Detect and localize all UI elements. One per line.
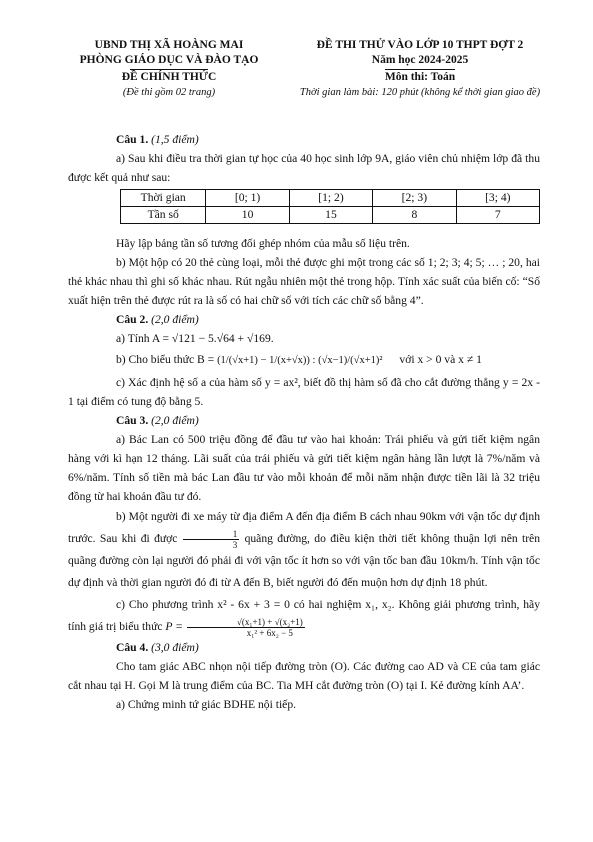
time-allowed: Thời gian làm bài: 120 phút (không kể thời gian giao đề) <box>299 87 541 98</box>
q3-b-text-part1: b) Một người đi xe máy từ địa điểm A đến địa điểm B cách nhau 90km với vận tốc dự định trước. Sau khi đi được <box>68 510 540 545</box>
page-count-note: (Đề thi gồm 02 trang) <box>122 87 216 98</box>
q4-heading: Câu 4. (3,0 điểm) <box>116 641 199 654</box>
q3-c-lhs: P = <box>165 620 186 633</box>
exam-title: ĐỀ THI THỬ VÀO LỚP 10 THPT ĐỢT 2 <box>316 39 524 51</box>
q3-c <box>68 594 540 638</box>
q3-c-text: c) Cho phương trình x² - 6x + 3 = 0 có hai nghiệm x₁, x₂. Không giải phương trình, hãy tính giá trị biểu thức <box>68 598 540 633</box>
subject: Môn thi: Toán <box>384 71 456 83</box>
q2-b-expression: (1/(√x+1) − 1/(x+√x)) : (√x−1)/(√x+1)² <box>217 355 383 366</box>
interval-cell: [3; 4) <box>456 190 539 207</box>
interval-cell: [2; 3) <box>373 190 456 207</box>
table-row <box>121 190 540 207</box>
interval-cell: [1; 2) <box>289 190 372 207</box>
q2-b <box>92 348 540 373</box>
table-header-cell: Tần số <box>121 207 206 224</box>
q1-a-text: a) Sau khi điều tra thời gian tự học của 40 học sinh lớp 9A, giáo viên chủ nhiệm lớp đã thu được kết quả như sau: <box>68 152 540 184</box>
interval-cell: [0; 1) <box>206 190 289 207</box>
frequency-cell: 8 <box>373 207 456 224</box>
q2-a-expression: √121 − 5.√64 + √169. <box>171 332 274 345</box>
district-name: UBND THỊ XÃ HOÀNG MAI <box>94 39 244 51</box>
official-label: ĐỀ CHÍNH THỨC <box>121 71 217 83</box>
frequency-cell: 10 <box>206 207 289 224</box>
frequency-cell: 7 <box>456 207 539 224</box>
exam-body <box>68 130 540 714</box>
q3-b-text-part2: quãng đường, do điều kiện thời tiết không thuận lợi nên trên quãng đường còn lại người đó phải đi với vận tốc ít hơn so với vận tốc ban đầu 10km/h. Tính vận tốc dự định và thời gian người đó đi từ A đến B, biết người đó đến muộn hơn dự định 18 phút. <box>68 532 540 589</box>
q2-a-prefix: a) Tính A = <box>116 332 172 345</box>
department-name: PHÒNG GIÁO DỤC VÀ ĐÀO TẠO <box>79 54 259 66</box>
header-right <box>270 38 570 100</box>
table-header-cell: Thời gian <box>121 190 206 207</box>
q2-b-condition: với x > 0 và x ≠ 1 <box>399 353 482 366</box>
table-row <box>121 207 540 224</box>
p-expression-fraction: $\frac{\text{√(x₁+1) + √(x₂+1)}}{\text{x₁² + 6x₂ − 5}}$ <box>187 617 305 638</box>
q1-heading: Câu 1. (1,5 điểm) <box>116 133 199 146</box>
q2-a <box>92 329 540 348</box>
q3-b <box>68 506 540 594</box>
q2-c-text: c) Xác định hệ số a của hàm số y = ax², biết đồ thị hàm số đã cho cắt đường thẳng y = 2x - 1 tại điểm có tung độ bằng 5. <box>68 376 540 408</box>
q4-a-text: a) Chứng minh tứ giác BDHE nội tiếp. <box>116 698 297 711</box>
one-third-fraction: $\frac{1}{3}$ <box>183 529 240 550</box>
q1-b-text: b) Một hộp có 20 thẻ cùng loại, mỗi thẻ được ghi một trong các số 1; 2; 3; 4; 5; … ; 20, hai thẻ khác nhau thì ghi số khác nhau. Rút ngẫu nhiên một thẻ trong hộp. Tính xác suất của biến cố: “Số xuất hiện trên thẻ được rút ra là số có hai chữ số với tích các chữ số bằng 4”. <box>68 256 540 307</box>
frequency-table <box>120 189 540 224</box>
header-left <box>58 38 280 100</box>
school-year: Năm học 2024-2025 <box>371 54 469 66</box>
q2-heading: Câu 2. (2,0 điểm) <box>116 313 199 326</box>
q2-b-prefix: b) Cho biểu thức B = <box>116 353 218 366</box>
q4-intro: Cho tam giác ABC nhọn nội tiếp đường tròn (O). Các đường cao AD và CE của tam giác cắt nhau tại H. Gọi M là trung điểm của BC. Tia MH cắt đường tròn (O) tại I. Kẻ đường kính AA’. <box>68 660 540 692</box>
q3-heading: Câu 3. (2,0 điểm) <box>116 414 199 427</box>
frequency-cell: 15 <box>289 207 372 224</box>
q1-a-task: Hãy lập bảng tần số tương đối ghép nhóm của mẫu số liệu trên. <box>116 237 410 250</box>
q3-a-text: a) Bác Lan có 500 triệu đồng để đầu tư vào hai khoản: Trái phiếu và gửi tiết kiệm ngân hàng với kì hạn 12 tháng. Lãi suất của trái phiếu và gửi tiết kiệm ngân hàng lần lượt là 7%/năm và 6%/năm. Tính số tiền mà bác Lan đầu tư vào mỗi khoản để mỗi năm nhận được tiền lãi là 32 triệu đồng từ hai khoản đầu tư đó. <box>68 433 540 503</box>
